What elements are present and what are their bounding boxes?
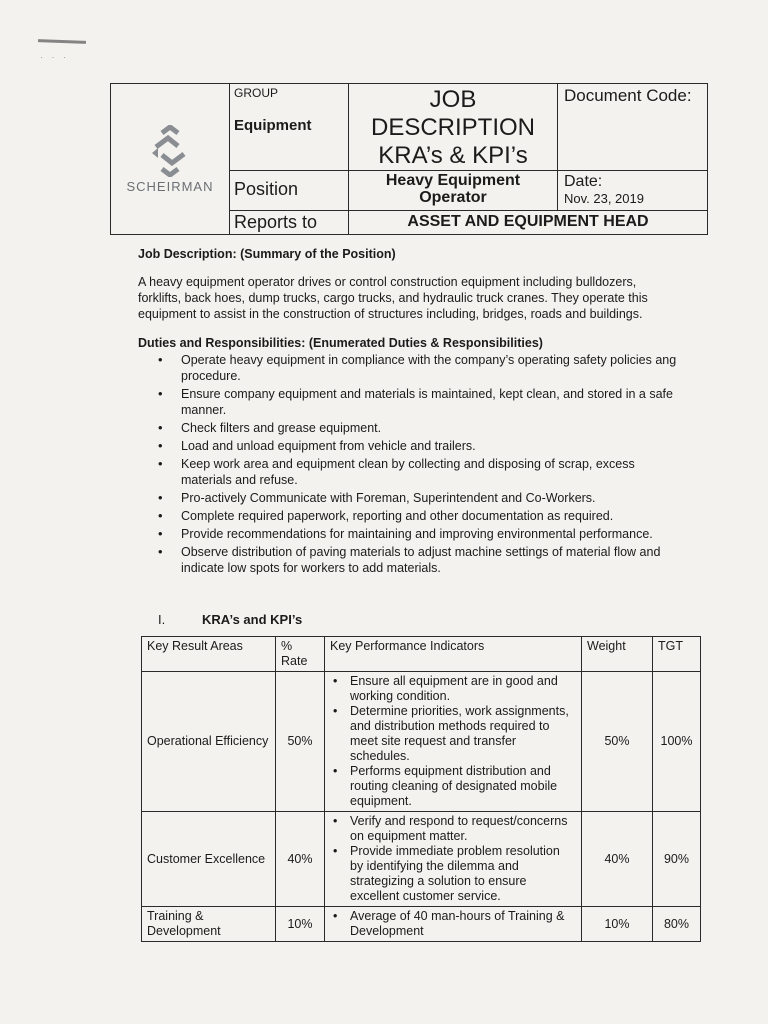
row-area: Training & Development bbox=[142, 907, 276, 942]
kpi-item: • Ensure all equipment are in good and working condition. bbox=[330, 674, 576, 704]
row-area: Operational Efficiency bbox=[142, 672, 276, 812]
kra-heading bbox=[158, 612, 302, 627]
duty-item: • Observe distribution of paving materials to adjust machine settings of material flow and indicate low spots for workers to add materials. bbox=[158, 544, 678, 576]
duty-item: • Ensure company equipment and materials is maintained, kept clean, and stored in a safe manner. bbox=[158, 386, 678, 418]
duty-item: • Operate heavy equipment in compliance with the company’s operating safety policies ang procedure. bbox=[158, 352, 678, 384]
kpi-item: • Average of 40 man-hours of Training & Development bbox=[330, 909, 576, 939]
duties-list bbox=[158, 352, 678, 578]
row-tgt: 100% bbox=[653, 672, 701, 812]
duty-item: • Pro-actively Communicate with Foreman, Superintendent and Co-Workers. bbox=[158, 490, 678, 506]
row-kpis bbox=[325, 672, 582, 812]
kpi-list bbox=[330, 909, 576, 939]
kpi-list bbox=[330, 674, 576, 809]
row-rate: 40% bbox=[276, 812, 325, 907]
table-row bbox=[142, 812, 701, 907]
logo-text: SCHEIRMAN bbox=[126, 178, 214, 194]
row-kpis bbox=[325, 907, 582, 942]
title-line-3: KRA’s & KPI’s bbox=[378, 142, 528, 169]
group-value: Equipment bbox=[234, 117, 312, 134]
header-table bbox=[110, 83, 708, 235]
col-header-key-result-areas: Key Result Areas bbox=[142, 637, 276, 672]
table-row bbox=[142, 672, 701, 812]
kra-heading-text: KRA’s and KPI’s bbox=[202, 612, 303, 627]
title-line-1: JOB bbox=[429, 86, 477, 113]
job-description-heading: Job Description: (Summary of the Position) bbox=[138, 247, 396, 261]
row-kpis bbox=[325, 812, 582, 907]
row-weight: 50% bbox=[582, 672, 653, 812]
row-rate: 10% bbox=[276, 907, 325, 942]
duties-heading: Duties and Responsibilities: (Enumerated Duties & Responsibilities) bbox=[138, 336, 543, 350]
col-header-kpis: Key Performance Indicators bbox=[325, 637, 582, 672]
kra-table bbox=[141, 636, 701, 942]
position-value-line-1: Heavy Equipment bbox=[385, 172, 521, 189]
company-logo-icon bbox=[144, 125, 196, 177]
duty-item: • Keep work area and equipment clean by collecting and disposing of scrap, excess materials and refuse. bbox=[158, 456, 678, 488]
kpi-item: • Provide immediate problem resolution by identifying the dilemma and strategizing a solution to ensure excellent customer service. bbox=[330, 844, 576, 904]
scan-specks: · · · bbox=[40, 52, 69, 62]
logo-cell bbox=[111, 84, 230, 235]
group-label: GROUP bbox=[234, 86, 279, 100]
duty-item: • Provide recommendations for maintaining and improving environmental performance. bbox=[158, 526, 678, 542]
kra-section-number: I. bbox=[158, 612, 166, 627]
row-tgt: 80% bbox=[653, 907, 701, 942]
duty-item: • Load and unload equipment from vehicle and trailers. bbox=[158, 438, 678, 454]
col-header-rate: % Rate bbox=[276, 637, 325, 672]
row-area: Customer Excellence bbox=[142, 812, 276, 907]
date-value: Nov. 23, 2019 bbox=[564, 191, 644, 206]
duty-item: • Complete required paperwork, reporting and other documentation as required. bbox=[158, 508, 678, 524]
reports-to-value: ASSET AND EQUIPMENT HEAD bbox=[349, 211, 708, 235]
kpi-list bbox=[330, 814, 576, 904]
date-label: Date: bbox=[564, 173, 603, 190]
position-label: Position bbox=[230, 171, 349, 211]
document-code-label: Document Code: bbox=[558, 84, 708, 171]
row-weight: 40% bbox=[582, 812, 653, 907]
date-cell bbox=[558, 171, 708, 211]
row-rate: 50% bbox=[276, 672, 325, 812]
document-title bbox=[349, 84, 558, 171]
table-row bbox=[142, 907, 701, 942]
kra-table-header-row bbox=[142, 637, 701, 672]
reports-to-label: Reports to bbox=[230, 211, 349, 235]
scan-pen-mark bbox=[38, 39, 86, 44]
duty-item: • Check filters and grease equipment. bbox=[158, 420, 678, 436]
job-description-text: A heavy equipment operator drives or control construction equipment including bulldozers, forklifts, back hoes, dump trucks, cargo trucks, and hydraulic truck cranes. They operate this equipment to assist in the construction of structures including, bridges, roads and buildings. bbox=[138, 275, 648, 321]
col-header-weight: Weight bbox=[582, 637, 653, 672]
group-cell bbox=[230, 84, 349, 171]
title-line-2: DESCRIPTION bbox=[370, 114, 535, 141]
kpi-item: • Performs equipment distribution and routing cleaning of designated mobile equipment. bbox=[330, 764, 576, 809]
position-value bbox=[349, 171, 558, 211]
position-value-line-2: Operator bbox=[419, 189, 487, 206]
kpi-item: • Determine priorities, work assignments, and distribution methods required to meet site request and transfer schedules. bbox=[330, 704, 576, 764]
row-tgt: 90% bbox=[653, 812, 701, 907]
col-header-tgt: TGT bbox=[653, 637, 701, 672]
row-weight: 10% bbox=[582, 907, 653, 942]
kpi-item: • Verify and respond to request/concerns on equipment matter. bbox=[330, 814, 576, 844]
